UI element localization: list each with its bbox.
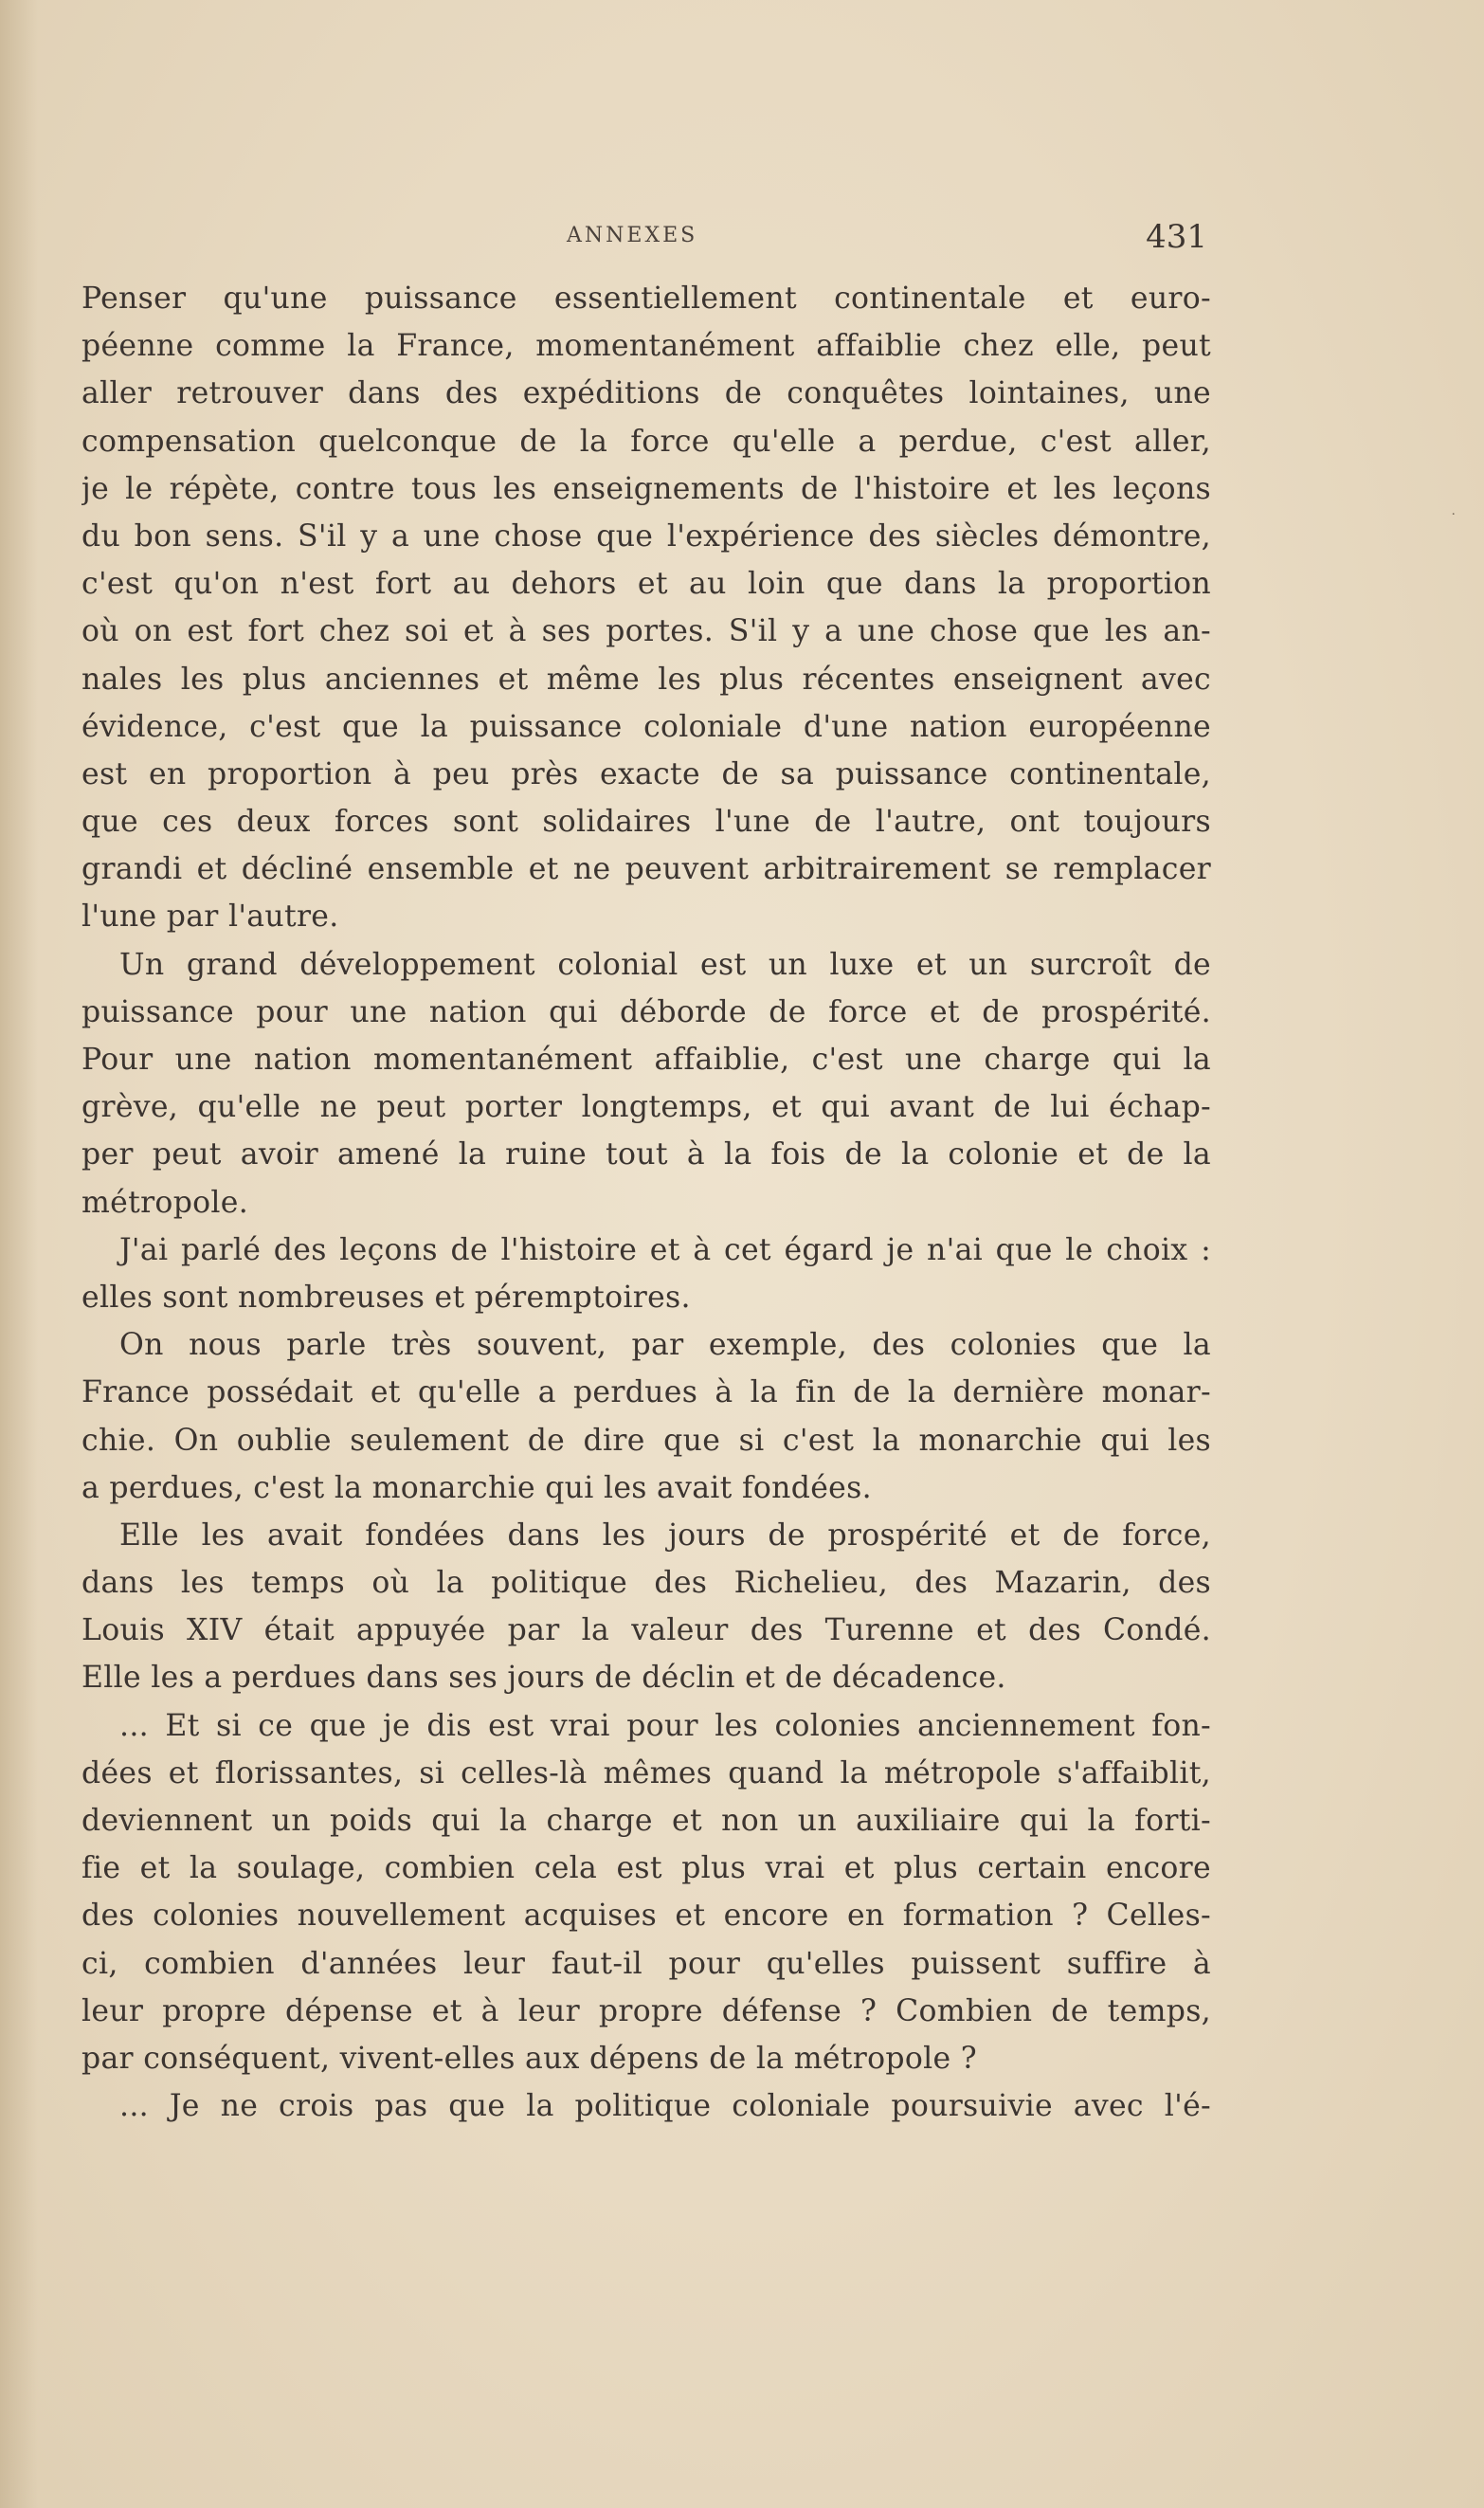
text-line: Un grand développement colonial est un luxe et un surcroît de (119, 947, 1211, 982)
text-line: puissance pour une nation qui déborde de force et de prospérité. (81, 994, 1211, 1029)
text-line: compensation quelconque de la force qu'elle a perdue, c'est aller, (81, 424, 1211, 459)
text-line: je le répète, contre tous les enseignements de l'histoire et les leçons (81, 471, 1211, 506)
text-line: grève, qu'elle ne peut porter longtemps, et qui avant de lui échap- (81, 1090, 1211, 1125)
page-number: 431 (1146, 218, 1207, 256)
text-line: Penser qu'une puissance essentiellement continentale et euro- (81, 282, 1211, 316)
body-text (81, 275, 1211, 2130)
text-line: métropole. (81, 1185, 249, 1220)
text-line: France possédait et qu'elle a perdues à la fin de la dernière monar- (81, 1375, 1211, 1410)
text-line: Elle les a perdues dans ses jours de déclin et de décadence. (81, 1661, 1006, 1696)
text-line: dées et florissantes, si celles-là mêmes quand la métropole s'affaiblit, (81, 1755, 1211, 1790)
text-line: a perdues, c'est la monarchie qui les avait fondées. (81, 1470, 872, 1505)
text-line: par conséquent, vivent-elles aux dépens de la métropole ? (81, 2041, 977, 2076)
text-line: dans les temps où la politique des Richelieu, des Mazarin, des (81, 1566, 1211, 1601)
text-line: elles sont nombreuses et péremptoires. (81, 1280, 691, 1315)
text-line: c'est qu'on n'est fort au dehors et au loin que dans la proportion (81, 567, 1211, 602)
text-line: On nous parle très souvent, par exemple, des colonies que la (119, 1328, 1211, 1363)
text-line: per peut avoir amené la ruine tout à la fois de la colonie et de la (81, 1137, 1211, 1172)
text-line: ... Je ne crois pas que la politique coloniale poursuivie avec l'é- (119, 2089, 1211, 2124)
text-line: leur propre dépense et à leur propre défense ? Combien de temps, (81, 1993, 1211, 2028)
text-line: Louis XIV était appuyée par la valeur des Turenne et des Condé. (81, 1613, 1211, 1648)
text-line: deviennent un poids qui la charge et non un auxiliaire qui la forti- (81, 1804, 1211, 1838)
page-gutter-shadow (0, 0, 38, 2508)
text-line: chie. On oublie seulement de dire que si c'est la monarchie qui les (81, 1423, 1211, 1458)
text-line: grandi et décliné ensemble et ne peuvent arbitrairement se remplacer (81, 852, 1211, 887)
page-header (0, 218, 1484, 262)
text-line: du bon sens. S'il y a une chose que l'expérience des siècles démontre, (81, 518, 1211, 554)
text-line: évidence, c'est que la puissance coloniale d'une nation européenne (81, 709, 1211, 744)
text-line: J'ai parlé des leçons de l'histoire et à cet égard je n'ai que le choix : (119, 1232, 1211, 1267)
text-line: des colonies nouvellement acquises et encore en formation ? Celles- (81, 1899, 1211, 1934)
text-line: ci, combien d'années leur faut-il pour qu'elles puissent suffire à (81, 1946, 1211, 1981)
text-line: péenne comme la France, momentanément affaiblie chez elle, peut (81, 329, 1211, 364)
text-line: Elle les avait fondées dans les jours de prospérité et de force, (119, 1518, 1211, 1553)
text-line: fie et la soulage, combien cela est plus vrai et plus certain encore (81, 1851, 1211, 1886)
text-line: que ces deux forces sont solidaires l'une de l'autre, ont toujours (81, 805, 1211, 840)
text-line: Pour une nation momentanément affaiblie, c'est une charge qui la (81, 1043, 1211, 1077)
text-line: est en proportion à peu près exacte de sa puissance continentale, (81, 756, 1211, 791)
text-line: nales les plus anciennes et même les plus récentes enseignent avec (81, 662, 1211, 697)
text-line: ... Et si ce que je dis est vrai pour les colonies anciennement fon- (119, 1708, 1211, 1743)
text-line: aller retrouver dans des expéditions de conquêtes lointaines, une (81, 376, 1211, 411)
running-head: ANNEXES (567, 224, 698, 247)
text-line: l'une par l'autre. (81, 900, 339, 935)
margin-speck: · (1451, 507, 1456, 522)
text-line: où on est fort chez soi et à ses portes. S'il y a une chose que les an- (81, 614, 1211, 649)
